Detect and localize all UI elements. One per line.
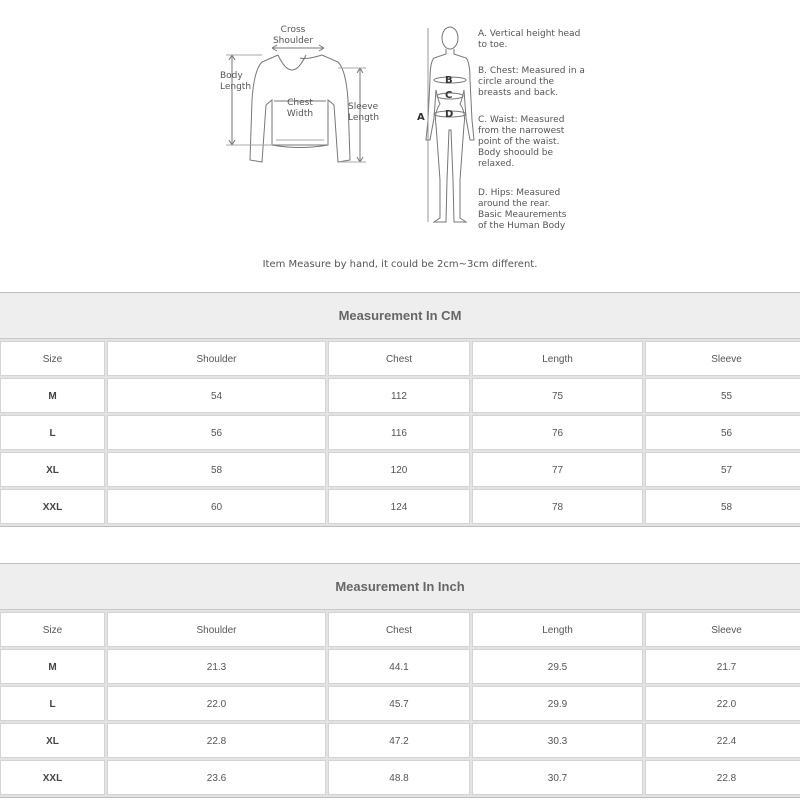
table-cell: 22.0 (107, 686, 326, 721)
table-cell: XXL (0, 489, 105, 524)
table-cell: 22.8 (645, 760, 800, 795)
table-cell: XL (0, 452, 105, 487)
table-cell: 22.4 (645, 723, 800, 758)
table-cell: M (0, 378, 105, 413)
table-cell: 60 (107, 489, 326, 524)
label-sleeve-length: Sleeve Length (348, 102, 380, 123)
inch-table-grid (0, 610, 800, 797)
header-cell: Size (0, 341, 105, 376)
table-cell: 112 (328, 378, 470, 413)
header-cell: Shoulder (107, 341, 326, 376)
table-cell: M (0, 649, 105, 684)
table-cell: 57 (645, 452, 800, 487)
table-cell: 47.2 (328, 723, 470, 758)
body-letter-c: C (445, 90, 453, 101)
table-cell: 30.7 (472, 760, 643, 795)
header-cell: Sleeve (645, 612, 800, 647)
human-figure (426, 27, 474, 222)
table-cell: XXL (0, 760, 105, 795)
label-cross-shoulder: Cross Shoulder (272, 25, 314, 46)
table-cell: 29.9 (472, 686, 643, 721)
table-cell: 58 (107, 452, 326, 487)
table-cell: 56 (107, 415, 326, 450)
table-cell: L (0, 686, 105, 721)
inch-table-title: Measurement In Inch (0, 564, 800, 610)
measure-note: Item Measure by hand, it could be 2cm~3cm different. (262, 259, 538, 270)
table-cell: 54 (107, 378, 326, 413)
legend-b: B. Chest: Measured in a circle around the breasts and back. (478, 66, 585, 98)
body-letter-b: B (445, 75, 453, 86)
table-cell: 30.3 (472, 723, 643, 758)
table-cell: 75 (472, 378, 643, 413)
table-cell: 44.1 (328, 649, 470, 684)
table-cell: 116 (328, 415, 470, 450)
header-cell: Size (0, 612, 105, 647)
header-cell: Chest (328, 341, 470, 376)
body-letter-a: A (417, 112, 425, 123)
table-cell: 29.5 (472, 649, 643, 684)
cm-table-title: Measurement In CM (0, 293, 800, 339)
cm-table (0, 292, 800, 527)
header-cell: Shoulder (107, 612, 326, 647)
table-cell: 56 (645, 415, 800, 450)
inch-table (0, 563, 800, 798)
legend-a: A. Vertical height head to toe. (478, 29, 581, 50)
table-cell: XL (0, 723, 105, 758)
header-cell: Length (472, 341, 643, 376)
table-cell: 55 (645, 378, 800, 413)
table-cell: 21.3 (107, 649, 326, 684)
measurement-diagram (0, 0, 800, 290)
legend-d: D. Hips: Measured around the rear. Basic Meaurements of the Human Body (478, 188, 567, 231)
cm-table-grid (0, 339, 800, 526)
label-chest-width: Chest Width (286, 98, 314, 119)
table-cell: 58 (645, 489, 800, 524)
table-cell: 76 (472, 415, 643, 450)
table-cell: 45.7 (328, 686, 470, 721)
table-cell: L (0, 415, 105, 450)
table-cell: 22.8 (107, 723, 326, 758)
label-body-length: Body Length (220, 71, 252, 92)
table-cell: 48.8 (328, 760, 470, 795)
table-cell: 77 (472, 452, 643, 487)
table-cell: 21.7 (645, 649, 800, 684)
header-cell: Length (472, 612, 643, 647)
table-cell: 22.0 (645, 686, 800, 721)
table-cell: 124 (328, 489, 470, 524)
legend-c: C. Waist: Measured from the narrowest point of the waist. Body shoould be relaxed. (478, 115, 565, 169)
table-cell: 23.6 (107, 760, 326, 795)
header-cell: Chest (328, 612, 470, 647)
body-letter-d: D (445, 109, 454, 120)
table-cell: 78 (472, 489, 643, 524)
table-cell: 120 (328, 452, 470, 487)
header-cell: Sleeve (645, 341, 800, 376)
sweater-diagram (0, 0, 800, 250)
